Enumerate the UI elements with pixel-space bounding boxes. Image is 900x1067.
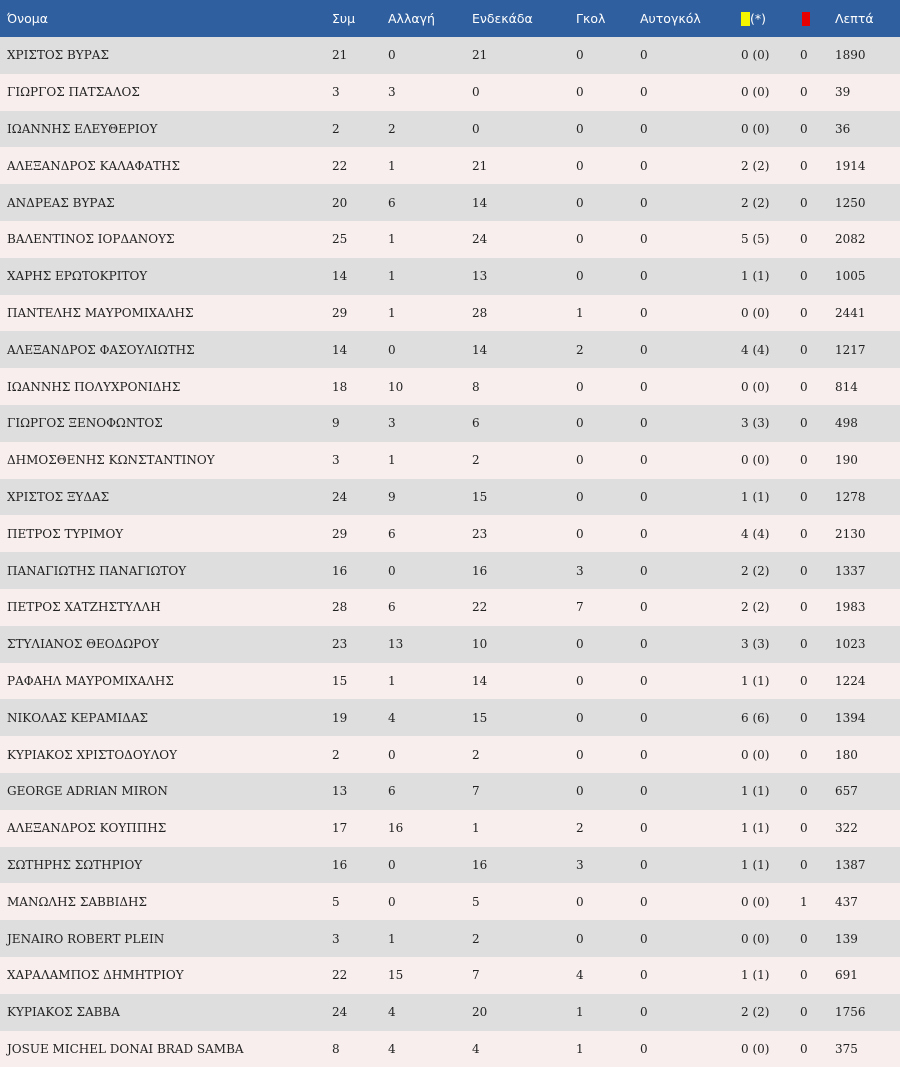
cell-goals: 0 [576,931,584,946]
cell-minutes: 36 [835,121,851,136]
cell-sub: 6 [388,600,396,615]
cell-apps: 3 [332,931,340,946]
cell-name: ΠΑΝΑΓΙΩΤΗΣ ΠΑΝΑΓΙΩΤΟΥ [7,563,187,578]
cell-apps: 29 [332,305,348,320]
cell-sub: 2 [388,121,396,136]
cell-minutes: 1250 [835,195,866,210]
cell-red: 0 [800,232,808,247]
cell-goals: 0 [576,894,584,909]
table-row [0,442,900,479]
cell-own-goals: 0 [640,894,648,909]
cell-minutes: 1890 [835,48,866,63]
column-header-sub[interactable]: Αλλαγή [388,11,435,26]
cell-start: 0 [472,121,480,136]
cell-name: ΒΑΛΕΝΤΙΝΟΣ ΙΟΡΔΑΝΟΥΣ [7,232,175,247]
cell-red: 0 [800,600,808,615]
cell-start: 0 [472,85,480,100]
cell-sub: 3 [388,85,396,100]
cell-minutes: 375 [835,1041,858,1056]
cell-red: 0 [800,931,808,946]
cell-sub: 0 [388,563,396,578]
cell-apps: 13 [332,784,348,799]
cell-name: JOSUE MICHEL DONAI BRAD SAMBA [7,1041,244,1056]
table-row [0,221,900,258]
cell-red: 0 [800,1041,808,1056]
cell-start: 22 [472,600,488,615]
cell-minutes: 814 [835,379,858,394]
cell-minutes: 1387 [835,857,866,872]
cell-goals: 1 [576,1041,584,1056]
cell-yellow: 0 (0) [741,85,770,100]
cell-start: 14 [472,673,488,688]
cell-sub: 0 [388,48,396,63]
cell-name: GEORGE ADRIAN MIRON [7,784,168,799]
cell-yellow: 0 (0) [741,1041,770,1056]
cell-own-goals: 0 [640,416,648,431]
column-header-goals[interactable]: Γκολ [576,11,606,26]
column-header-name[interactable]: Όνομα [7,11,48,26]
cell-name: ΠΕΤΡΟΣ ΧΑΤΖΗΣΤΥΛΛΗ [7,600,161,615]
cell-own-goals: 0 [640,85,648,100]
cell-red: 0 [800,416,808,431]
cell-goals: 0 [576,416,584,431]
cell-yellow: 0 (0) [741,379,770,394]
table-row [0,920,900,957]
table-row [0,295,900,332]
table-row [0,663,900,700]
column-header-minutes[interactable]: Λεπτά [835,11,874,26]
cell-red: 0 [800,342,808,357]
column-header-apps[interactable]: Συμ [332,11,356,26]
cell-start: 13 [472,269,488,284]
cell-name: ΚΥΡΙΑΚΟΣ ΣΑΒΒΑ [7,1005,120,1020]
cell-red: 0 [800,305,808,320]
cell-own-goals: 0 [640,710,648,725]
cell-apps: 2 [332,121,340,136]
cell-minutes: 1394 [835,710,866,725]
cell-minutes: 139 [835,931,858,946]
cell-name: ΧΡΙΣΤΟΣ ΞΥΔΑΣ [7,489,110,504]
table-row [0,111,900,148]
cell-own-goals: 0 [640,342,648,357]
cell-goals: 0 [576,158,584,173]
column-header-start[interactable]: Ενδεκάδα [472,11,533,26]
cell-own-goals: 0 [640,1041,648,1056]
cell-own-goals: 0 [640,563,648,578]
cell-yellow: 2 (2) [741,158,770,173]
cell-name: JENAIRO ROBERT PLEIN [7,931,165,946]
cell-goals: 0 [576,784,584,799]
yellow-header-label: (*) [750,10,767,26]
cell-red: 0 [800,269,808,284]
cell-own-goals: 0 [640,195,648,210]
cell-apps: 2 [332,747,340,762]
cell-start: 23 [472,526,488,541]
cell-sub: 0 [388,857,396,872]
cell-sub: 1 [388,453,396,468]
cell-goals: 0 [576,673,584,688]
cell-goals: 0 [576,232,584,247]
cell-name: ΑΛΕΞΑΝΔΡΟΣ ΚΟΥΠΠΗΣ [7,821,167,836]
cell-goals: 3 [576,857,584,872]
cell-own-goals: 0 [640,121,648,136]
cell-start: 10 [472,637,488,652]
cell-apps: 19 [332,710,348,725]
cell-red: 0 [800,121,808,136]
cell-sub: 9 [388,489,396,504]
cell-apps: 16 [332,857,348,872]
cell-minutes: 1983 [835,600,866,615]
cell-minutes: 1914 [835,158,866,173]
table-row [0,74,900,111]
cell-minutes: 190 [835,453,858,468]
cell-apps: 3 [332,453,340,468]
table-row [0,552,900,589]
table-row [0,184,900,221]
cell-goals: 1 [576,1005,584,1020]
cell-red: 0 [800,489,808,504]
column-header-red[interactable] [800,0,835,37]
cell-sub: 1 [388,673,396,688]
cell-name: ΝΙΚΟΛΑΣ ΚΕΡΑΜΙΔΑΣ [7,710,148,725]
cell-apps: 8 [332,1041,340,1056]
cell-goals: 0 [576,195,584,210]
cell-sub: 0 [388,342,396,357]
cell-yellow: 4 (4) [741,526,770,541]
cell-minutes: 437 [835,894,858,909]
cell-red: 0 [800,195,808,210]
cell-minutes: 1337 [835,563,866,578]
cell-apps: 22 [332,968,348,983]
table-row [0,368,900,405]
cell-minutes: 2082 [835,232,866,247]
cell-red: 0 [800,784,808,799]
cell-yellow: 0 (0) [741,48,770,63]
cell-name: ΣΤΥΛΙΑΝΟΣ ΘΕΟΔΩΡΟΥ [7,637,160,652]
cell-goals: 0 [576,453,584,468]
cell-sub: 13 [388,637,404,652]
cell-goals: 4 [576,968,584,983]
cell-name: ΡΑΦΑΗΛ ΜΑΥΡΟΜΙΧΑΛΗΣ [7,673,174,688]
cell-sub: 6 [388,784,396,799]
cell-apps: 22 [332,158,348,173]
cell-goals: 0 [576,121,584,136]
cell-start: 28 [472,305,488,320]
cell-minutes: 2130 [835,526,866,541]
cell-minutes: 498 [835,416,858,431]
table-row [0,1031,900,1067]
table-row [0,994,900,1031]
cell-apps: 29 [332,526,348,541]
cell-name: ΑΛΕΞΑΝΔΡΟΣ ΚΑΛΑΦΑΤΗΣ [7,158,180,173]
table-row [0,810,900,847]
table-row [0,847,900,884]
cell-name: ΧΑΡΑΛΑΜΠΟΣ ΔΗΜΗΤΡΙΟΥ [7,968,184,983]
cell-minutes: 1217 [835,342,866,357]
cell-minutes: 180 [835,747,858,762]
cell-sub: 15 [388,968,404,983]
cell-sub: 1 [388,158,396,173]
cell-sub: 3 [388,416,396,431]
cell-red: 0 [800,453,808,468]
cell-sub: 4 [388,1041,396,1056]
cell-sub: 6 [388,195,396,210]
table-row [0,37,900,74]
cell-own-goals: 0 [640,637,648,652]
cell-start: 6 [472,416,480,431]
cell-name: ΠΕΤΡΟΣ ΤΥΡΙΜΟΥ [7,526,124,541]
cell-yellow: 0 (0) [741,305,770,320]
cell-red: 0 [800,710,808,725]
cell-goals: 7 [576,600,584,615]
yellow-card-icon [741,12,750,26]
cell-sub: 0 [388,747,396,762]
cell-goals: 0 [576,48,584,63]
cell-apps: 18 [332,379,348,394]
cell-minutes: 1278 [835,489,866,504]
cell-apps: 28 [332,600,348,615]
cell-name: ΙΩΑΝΝΗΣ ΠΟΛΥΧΡΟΝΙΔΗΣ [7,379,181,394]
cell-name: ΚΥΡΙΑΚΟΣ ΧΡΙΣΤΟΔΟΥΛΟΥ [7,747,178,762]
cell-apps: 5 [332,894,340,909]
cell-apps: 25 [332,232,348,247]
cell-sub: 0 [388,894,396,909]
cell-apps: 9 [332,416,340,431]
cell-apps: 17 [332,821,348,836]
cell-start: 2 [472,453,480,468]
table-row [0,589,900,626]
cell-start: 7 [472,968,480,983]
table-row [0,699,900,736]
table-row [0,957,900,994]
table-row [0,405,900,442]
cell-sub: 1 [388,232,396,247]
cell-name: ΧΑΡΗΣ ΕΡΩΤΟΚΡΙΤΟΥ [7,269,148,284]
cell-yellow: 6 (6) [741,710,770,725]
cell-own-goals: 0 [640,600,648,615]
cell-goals: 0 [576,710,584,725]
table-row [0,258,900,295]
table-body [0,37,900,1067]
table-row [0,479,900,516]
cell-minutes: 1023 [835,637,866,652]
cell-apps: 24 [332,489,348,504]
cell-apps: 16 [332,563,348,578]
cell-own-goals: 0 [640,269,648,284]
cell-yellow: 1 (1) [741,821,770,836]
cell-goals: 0 [576,269,584,284]
cell-yellow: 5 (5) [741,232,770,247]
cell-red: 0 [800,379,808,394]
cell-red: 0 [800,637,808,652]
cell-goals: 0 [576,526,584,541]
column-header-own-goals[interactable]: Αυτογκόλ [640,11,701,26]
cell-yellow: 1 (1) [741,673,770,688]
cell-minutes: 1005 [835,269,866,284]
cell-start: 14 [472,195,488,210]
cell-red: 1 [800,894,808,909]
cell-own-goals: 0 [640,857,648,872]
cell-apps: 24 [332,1005,348,1020]
cell-start: 16 [472,563,488,578]
table-row [0,626,900,663]
cell-own-goals: 0 [640,232,648,247]
cell-apps: 20 [332,195,348,210]
cell-start: 14 [472,342,488,357]
cell-start: 5 [472,894,480,909]
cell-sub: 10 [388,379,404,394]
cell-yellow: 2 (2) [741,1005,770,1020]
cell-goals: 0 [576,379,584,394]
cell-start: 20 [472,1005,488,1020]
cell-start: 1 [472,821,480,836]
cell-sub: 6 [388,526,396,541]
cell-minutes: 1756 [835,1005,866,1020]
cell-start: 21 [472,48,488,63]
cell-red: 0 [800,857,808,872]
cell-start: 15 [472,489,488,504]
cell-goals: 0 [576,637,584,652]
cell-apps: 3 [332,85,340,100]
cell-own-goals: 0 [640,453,648,468]
cell-own-goals: 0 [640,489,648,504]
cell-apps: 14 [332,342,348,357]
cell-yellow: 0 (0) [741,894,770,909]
cell-own-goals: 0 [640,673,648,688]
cell-apps: 21 [332,48,348,63]
cell-minutes: 2441 [835,305,866,320]
cell-goals: 1 [576,305,584,320]
cell-yellow: 3 (3) [741,416,770,431]
cell-start: 8 [472,379,480,394]
table-row [0,515,900,552]
cell-own-goals: 0 [640,158,648,173]
red-card-icon [802,12,810,26]
cell-red: 0 [800,747,808,762]
cell-name: ΙΩΑΝΝΗΣ ΕΛΕΥΘΕΡΙΟΥ [7,121,158,136]
cell-name: ΣΩΤΗΡΗΣ ΣΩΤΗΡΙΟΥ [7,857,143,872]
cell-minutes: 1224 [835,673,866,688]
table-row [0,883,900,920]
cell-yellow: 1 (1) [741,968,770,983]
cell-yellow: 0 (0) [741,931,770,946]
cell-yellow: 3 (3) [741,637,770,652]
cell-name: ΧΡΙΣΤΟΣ ΒΥΡΑΣ [7,48,109,63]
cell-start: 24 [472,232,488,247]
cell-red: 0 [800,968,808,983]
cell-red: 0 [800,48,808,63]
cell-sub: 1 [388,305,396,320]
cell-apps: 14 [332,269,348,284]
cell-goals: 0 [576,85,584,100]
cell-goals: 3 [576,563,584,578]
cell-red: 0 [800,158,808,173]
cell-sub: 16 [388,821,404,836]
cell-goals: 2 [576,342,584,357]
cell-yellow: 0 (0) [741,747,770,762]
table-row [0,147,900,184]
cell-name: ΑΝΔΡΕΑΣ ΒΥΡΑΣ [7,195,115,210]
cell-start: 4 [472,1041,480,1056]
cell-goals: 0 [576,489,584,504]
cell-yellow: 0 (0) [741,121,770,136]
cell-yellow: 1 (1) [741,269,770,284]
cell-own-goals: 0 [640,931,648,946]
cell-name: ΔΗΜΟΣΘΕΝΗΣ ΚΩΝΣΤΑΝΤΙΝΟΥ [7,453,215,468]
cell-start: 2 [472,931,480,946]
cell-red: 0 [800,526,808,541]
cell-apps: 23 [332,637,348,652]
cell-own-goals: 0 [640,747,648,762]
cell-name: ΓΙΩΡΓΟΣ ΞΕΝΟΦΩΝΤΟΣ [7,416,163,431]
column-header-yellow[interactable] [741,0,800,37]
cell-sub: 4 [388,710,396,725]
cell-apps: 15 [332,673,348,688]
cell-yellow: 1 (1) [741,489,770,504]
cell-red: 0 [800,563,808,578]
cell-start: 16 [472,857,488,872]
cell-sub: 1 [388,931,396,946]
cell-yellow: 1 (1) [741,857,770,872]
cell-red: 0 [800,821,808,836]
cell-start: 7 [472,784,480,799]
cell-red: 0 [800,85,808,100]
cell-name: ΑΛΕΞΑΝΔΡΟΣ ΦΑΣΟΥΛΙΩΤΗΣ [7,342,195,357]
cell-name: ΜΑΝΩΛΗΣ ΣΑΒΒΙΔΗΣ [7,894,147,909]
cell-yellow: 2 (2) [741,195,770,210]
cell-own-goals: 0 [640,526,648,541]
cell-minutes: 657 [835,784,858,799]
cell-own-goals: 0 [640,821,648,836]
cell-own-goals: 0 [640,305,648,320]
cell-yellow: 2 (2) [741,563,770,578]
cell-yellow: 4 (4) [741,342,770,357]
cell-name: ΠΑΝΤΕΛΗΣ ΜΑΥΡΟΜΙΧΑΛΗΣ [7,305,194,320]
table-row [0,331,900,368]
cell-own-goals: 0 [640,968,648,983]
cell-own-goals: 0 [640,1005,648,1020]
cell-start: 15 [472,710,488,725]
cell-sub: 1 [388,269,396,284]
cell-yellow: 0 (0) [741,453,770,468]
cell-minutes: 322 [835,821,858,836]
cell-name: ΓΙΩΡΓΟΣ ΠΑΤΣΑΛΟΣ [7,85,140,100]
cell-minutes: 39 [835,85,851,100]
cell-red: 0 [800,673,808,688]
cell-own-goals: 0 [640,48,648,63]
cell-goals: 0 [576,747,584,762]
cell-start: 21 [472,158,488,173]
cell-red: 0 [800,1005,808,1020]
table-row [0,773,900,810]
cell-own-goals: 0 [640,784,648,799]
cell-sub: 4 [388,1005,396,1020]
cell-own-goals: 0 [640,379,648,394]
table-header-row [0,0,900,37]
cell-minutes: 691 [835,968,858,983]
table-row [0,736,900,773]
cell-yellow: 2 (2) [741,600,770,615]
cell-start: 2 [472,747,480,762]
cell-goals: 2 [576,821,584,836]
cell-yellow: 1 (1) [741,784,770,799]
